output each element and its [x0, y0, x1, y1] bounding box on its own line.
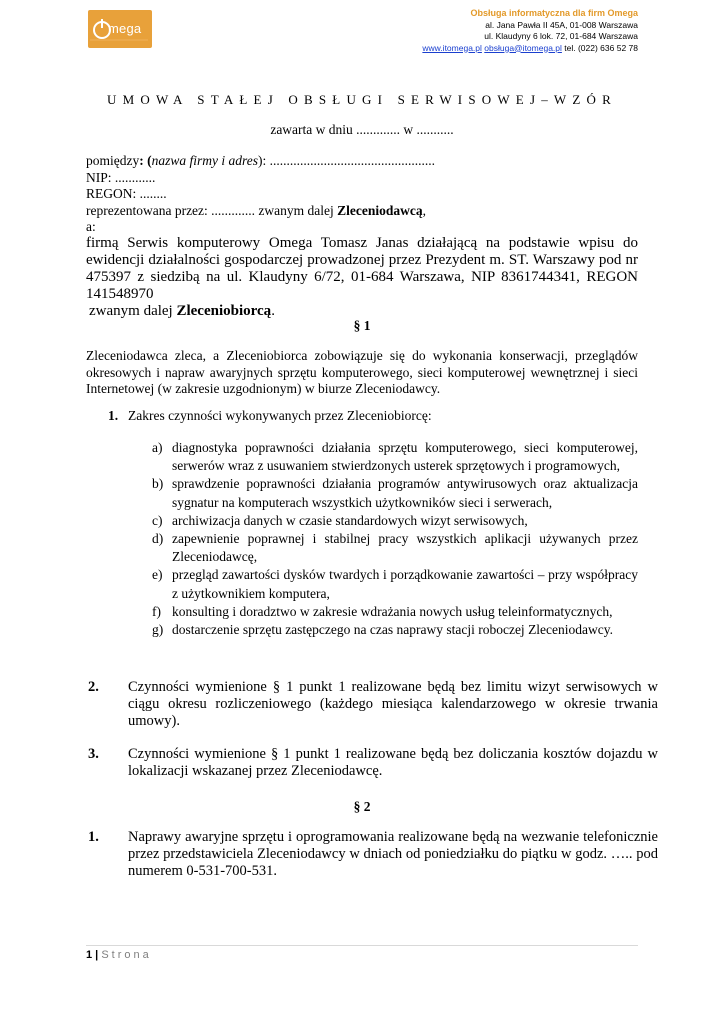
represented-end: ,: [422, 202, 427, 218]
email-link[interactable]: obsługa@itomega.pl: [484, 42, 562, 53]
list-letter: b): [152, 476, 164, 492]
regon-line: REGON: ........: [86, 186, 167, 201]
item-text: Czynności wymienione § 1 punkt 1 realizowane będą bez limitu wizyt serwisowych w ciągu okresu rozliczeniowego (każdego miesiąca kalendarzowego w okresie trwania umowy).: [128, 679, 658, 729]
list-letter: a): [152, 440, 163, 455]
list-letter: f): [152, 603, 161, 619]
letterhead: [422, 8, 638, 54]
list-item: [152, 439, 638, 475]
phone: tel. (022) 636 52 78: [561, 42, 638, 53]
item-number: 1.: [108, 408, 119, 423]
list-item: [152, 512, 638, 530]
item-number: 2.: [88, 679, 99, 695]
list-text: diagnostyka poprawności działania sprzętu komputerowego, sieci komputerowej, serwerów wraz z usuwaniem stwierdzonych usterek sprzętowych i programowych,: [172, 440, 638, 474]
between-prefix: pomiędzy: [86, 153, 140, 168]
list-text: sprawdzenie poprawności działania programów antywirusowych oraz aktualizacja sygnatur na komputerach wszystkich użytkowników sieci i serwerach,: [172, 476, 638, 510]
address-line-1: al. Jana Pawła II 45A, 01-008 Warszawa: [485, 19, 638, 30]
address-line-2: ul. Klaudyny 6 lok. 72, 01-684 Warszawa: [484, 31, 638, 41]
section-1-item-2: [88, 679, 658, 730]
company-name: Obsługa informatyczna dla firm Omega: [470, 8, 638, 18]
parties-block: [86, 153, 638, 236]
between-colon: : (: [139, 153, 152, 168]
list-text: archiwizacja danych w czasie standardowych wizyt serwisowych,: [172, 512, 528, 528]
item-number: 1.: [88, 829, 99, 845]
list-text: zapewnienie poprawnej i stabilnej pracy wszystkich aplikacji używanych przez Zleceniodawcę,: [172, 531, 638, 565]
represented-text: reprezentowana przez: ............. zwanym dalej: [86, 202, 338, 218]
list-letter: c): [152, 512, 163, 528]
contractor-name: Zleceniobiorcą: [176, 303, 272, 319]
nip-line: NIP: ............: [86, 169, 156, 185]
represented-line: [86, 203, 638, 220]
list-letter: g): [152, 622, 164, 638]
section-1-item-3: [88, 746, 658, 780]
list-text: przegląd zawartości dysków twardych i porządkowanie zawartości – przy współpracy z użytkownikiem komputera,: [172, 567, 638, 601]
website-link[interactable]: www.itomega.pl: [422, 42, 482, 53]
company-logo: [88, 10, 152, 48]
list-item: [152, 475, 638, 511]
contractor-end: .: [271, 303, 275, 319]
section-2-item-1: [88, 829, 658, 880]
contractor-desc-text: firmą Serwis komputerowy Omega Tomasz Janas działającą na podstawie wpisu do ewidencji działalności gospodarczej prowadzonej przez Prezydent m. ST. Warszawy pod nr 475397 z siedzibą na ul. Klaudyny 6/72, 01-684 Warszawa, NIP 8361744341, REGON 141548970: [86, 235, 638, 302]
contractor-called: zwanym dalej: [89, 303, 177, 319]
section-1-item-1: [108, 408, 432, 424]
contact-line: [422, 43, 638, 55]
list-text: konsulting i doradztwo w zakresie wdrażania nowych usług teleinformatycznych,: [172, 603, 613, 619]
between-line: [86, 153, 638, 170]
page-number: 1: [86, 949, 93, 961]
item-text: Czynności wymienione § 1 punkt 1 realizowane będą bez doliczania kosztów dojazdu w lokalizacji wskazanej przez Zleceniodawcę.: [128, 746, 658, 779]
document-title: UMOWA STAŁEJ OBSŁUGI SERWISOWEJ–WZÓR: [107, 92, 617, 107]
contractor-description: [86, 235, 638, 320]
page-footer: [86, 949, 152, 961]
logo-text: mega: [108, 21, 142, 36]
section-1-intro: Zleceniodawca zleca, a Zleceniobiorca zobowiązuje się do wykonania konserwacji, przeglądów okresowych i napraw awaryjnych sprzętu komputerowego, sieci komputerowej wewnętrznej i sieci Internetowej (w zakresie uzgodnionym) w biurze Zleceniodawcy.: [86, 348, 638, 396]
footer-separator: |: [92, 949, 102, 961]
list-text: dostarczenie sprzętu zastępczego na czas naprawy stacji roboczej Zleceniodawcy.: [172, 622, 614, 638]
between-italic: nazwa firmy i adres: [151, 153, 259, 168]
between-suffix: ): .................................................: [258, 153, 436, 168]
and-line: a:: [86, 219, 96, 234]
item-text: Zakres czynności wykonywanych przez Zleceniobiorcę:: [128, 408, 432, 423]
scope-list: [152, 439, 638, 639]
list-item: [152, 603, 638, 621]
list-item: [152, 566, 638, 602]
footer-divider: [86, 945, 638, 946]
list-item: [152, 621, 638, 639]
list-letter: e): [152, 567, 163, 583]
list-letter: d): [152, 531, 164, 547]
list-item: [152, 530, 638, 566]
client-name: Zleceniodawcą: [337, 202, 423, 218]
section-2-heading: § 2: [353, 799, 371, 814]
concluded-line: zawarta w dniu ............. w ...........: [270, 122, 454, 137]
item-text: Naprawy awaryjne sprzętu i oprogramowania realizowane będą na wezwanie telefonicznie przez przedstawiciela Zleceniodawcy w dniach od poniedziałku do piątku w godz. ….. pod numerem 0-531-700-531.: [128, 829, 658, 879]
section-1-heading: § 1: [353, 318, 371, 333]
page-word: Strona: [101, 949, 152, 961]
item-number: 3.: [88, 746, 99, 762]
